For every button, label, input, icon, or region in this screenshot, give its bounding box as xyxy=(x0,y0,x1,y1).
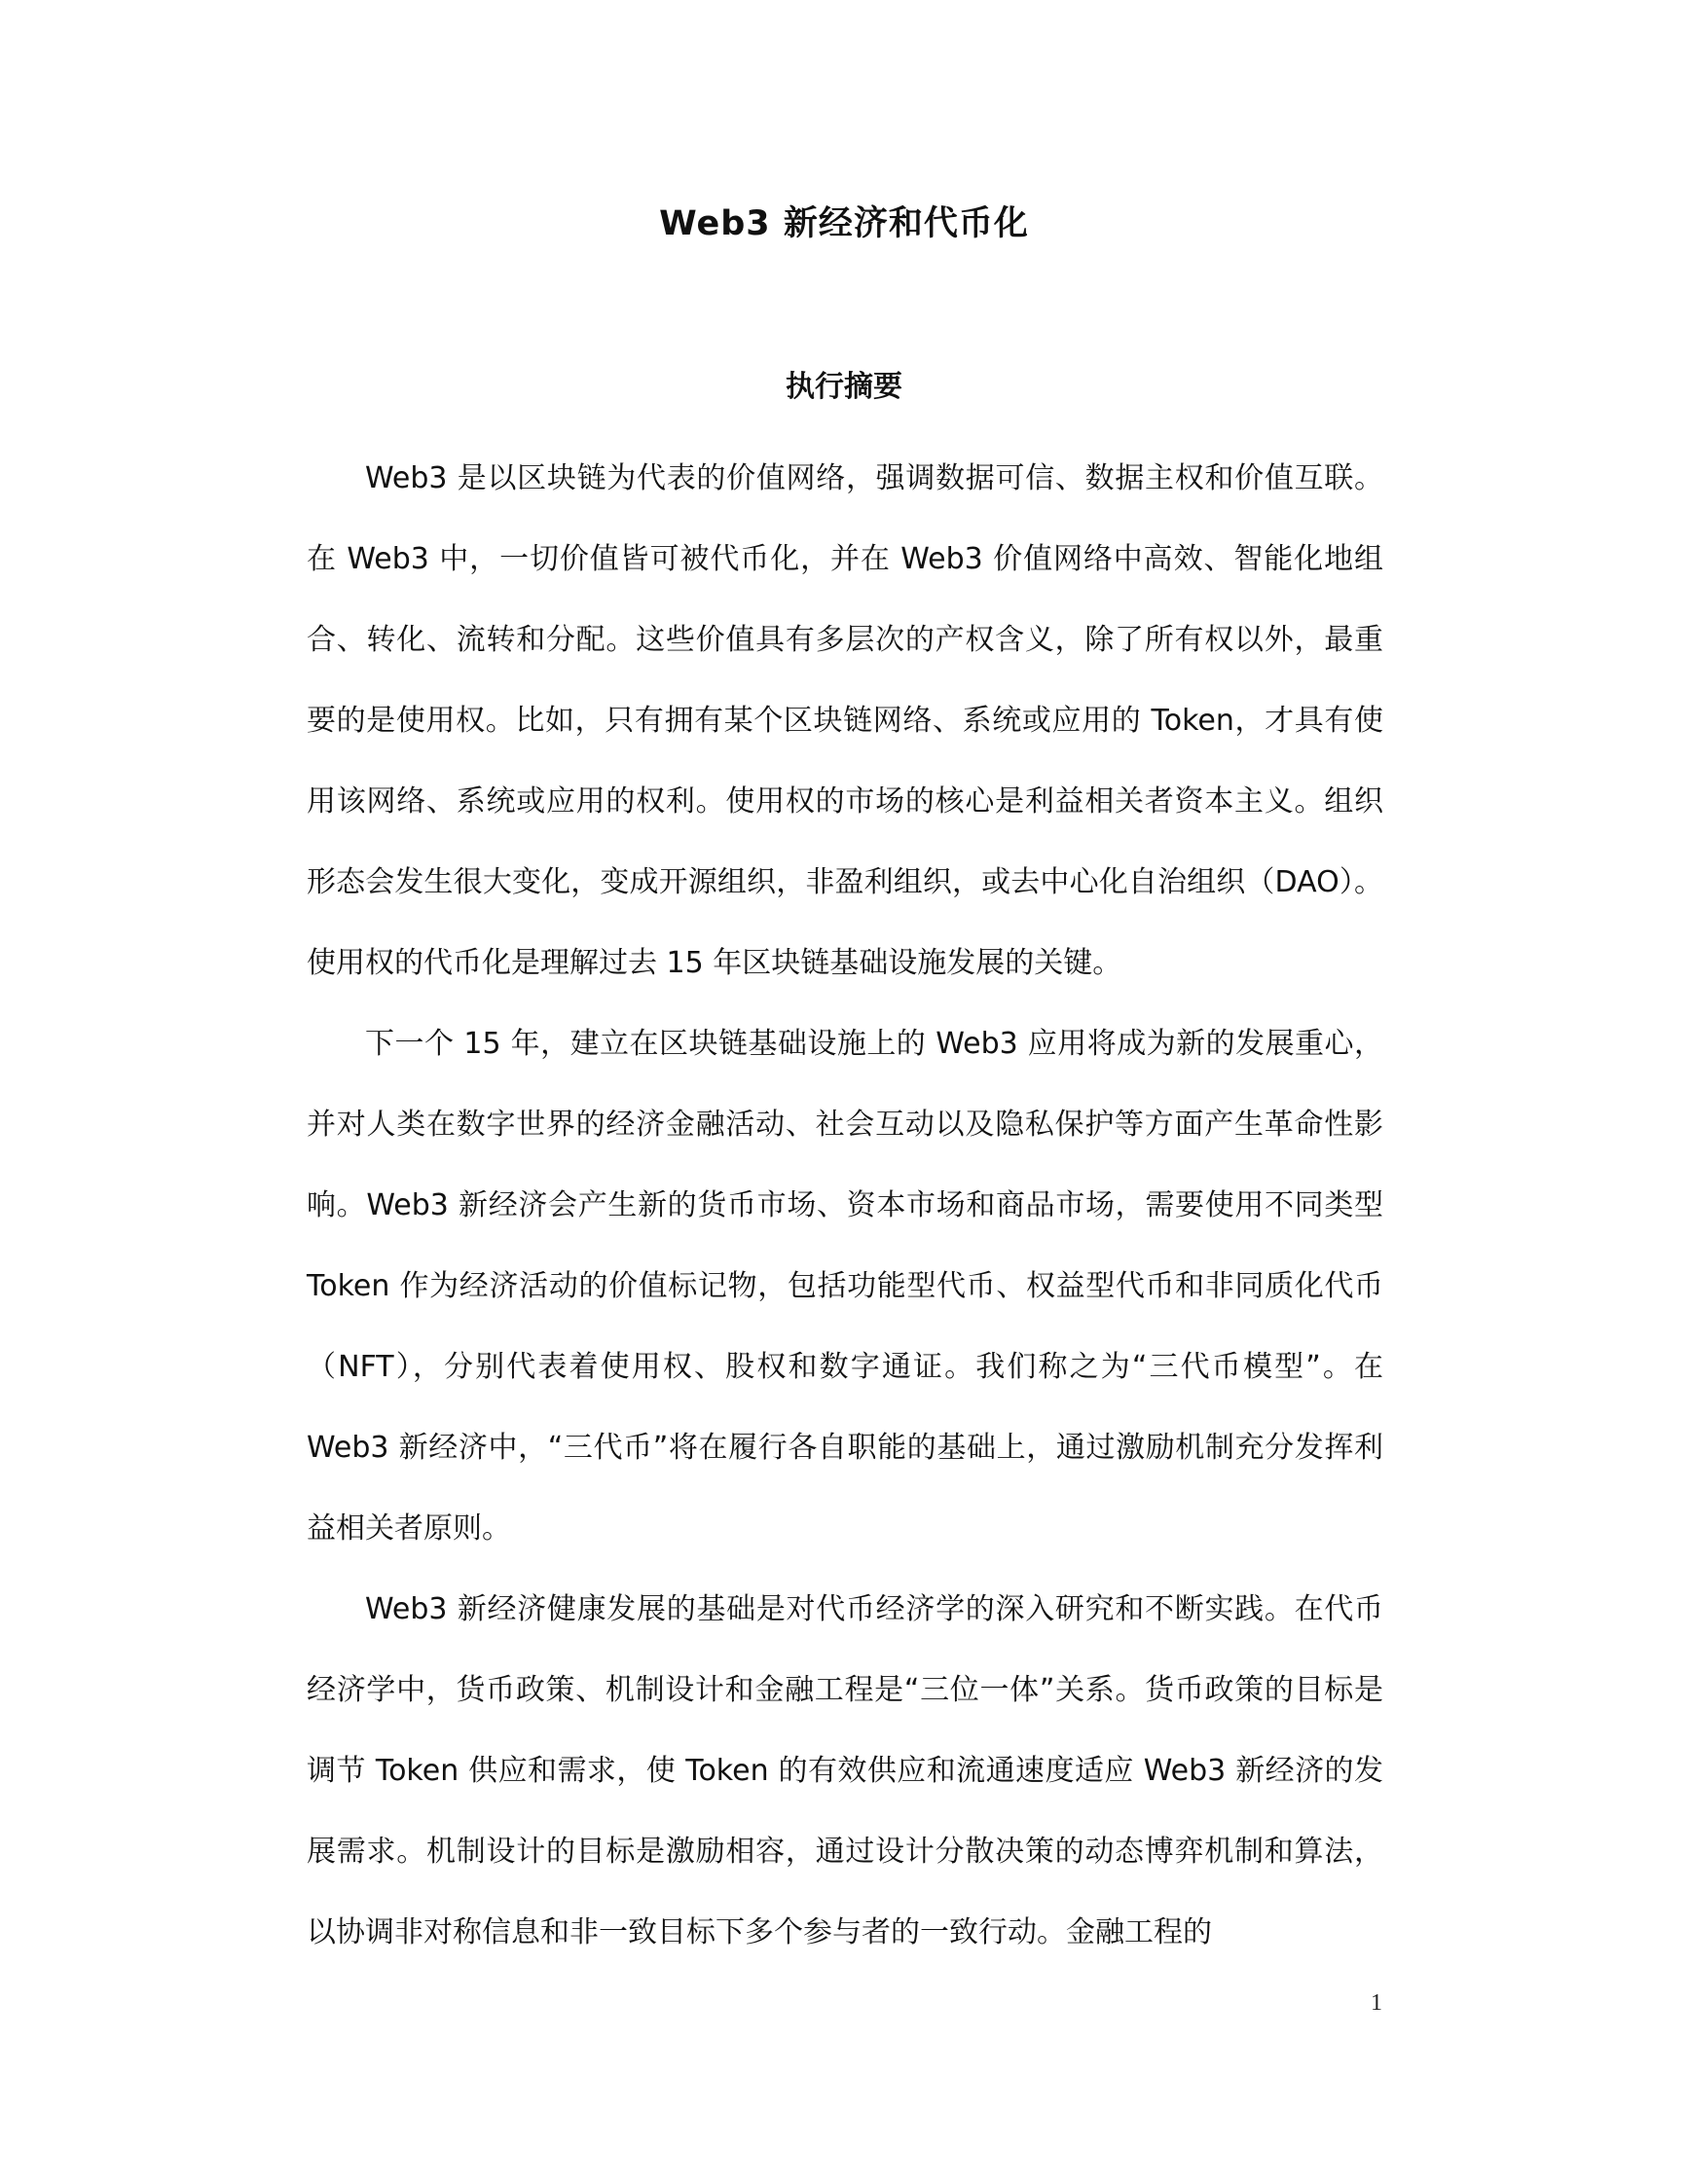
paragraph: Web3 是以区块链为代表的价值网络，强调数据可信、数据主权和价值互联。在 Web3 中，一切价值皆可被代币化，并在 Web3 价值网络中高效、智能化地组合、转化、流转和分配。这些价值具有多层次的产权含义，除了所有权以外，最重要的是使用权。比如，只有拥有某个区块链网络、系统或应用的 Token，才具有使用该网络、系统或应用的权利。使用权的市场的核心是利益相关者资本主义。组织形态会发生很大变化，变成开源组织，非盈利组织，或去中心化自治组织（DAO）。使用权的代币化是理解过去 15 年区块链基础设施发展的关键。 xyxy=(307,461,1383,980)
section-heading: 执行摘要 xyxy=(786,370,902,404)
page-number: 1 xyxy=(1371,1990,1382,2016)
document-title: Web3 新经济和代币化 xyxy=(659,204,1029,243)
document-body xyxy=(307,438,1383,1973)
paragraph: Web3 新经济健康发展的基础是对代币经济学的深入研究和不断实践。在代币经济学中，货币政策、机制设计和金融工程是“三位一体”关系。货币政策的目标是调节 Token 供应和需求，使 Token 的有效供应和流通速度适应 Web3 新经济的发展需求。机制设计的目标是激励相容，通过设计分散决策的动态博弈机制和算法，以协调非对称信息和非一致目标下多个参与者的一致行动。金融工程的 xyxy=(307,1592,1383,1949)
paragraph: 下一个 15 年，建立在区块链基础设施上的 Web3 应用将成为新的发展重心，并对人类在数字世界的经济金融活动、社会互动以及隐私保护等方面产生革命性影响。Web3 新经济会产生新的货币市场、资本市场和商品市场，需要使用不同类型 Token 作为经济活动的价值标记物，包括功能型代币、权益型代币和非同质化代币（NFT），分别代表着使用权、股权和数字通证。我们称之为“三代币模型”。在 Web3 新经济中，“三代币”将在履行各自职能的基础上，通过激励机制充分发挥利益相关者原则。 xyxy=(307,1027,1383,1546)
